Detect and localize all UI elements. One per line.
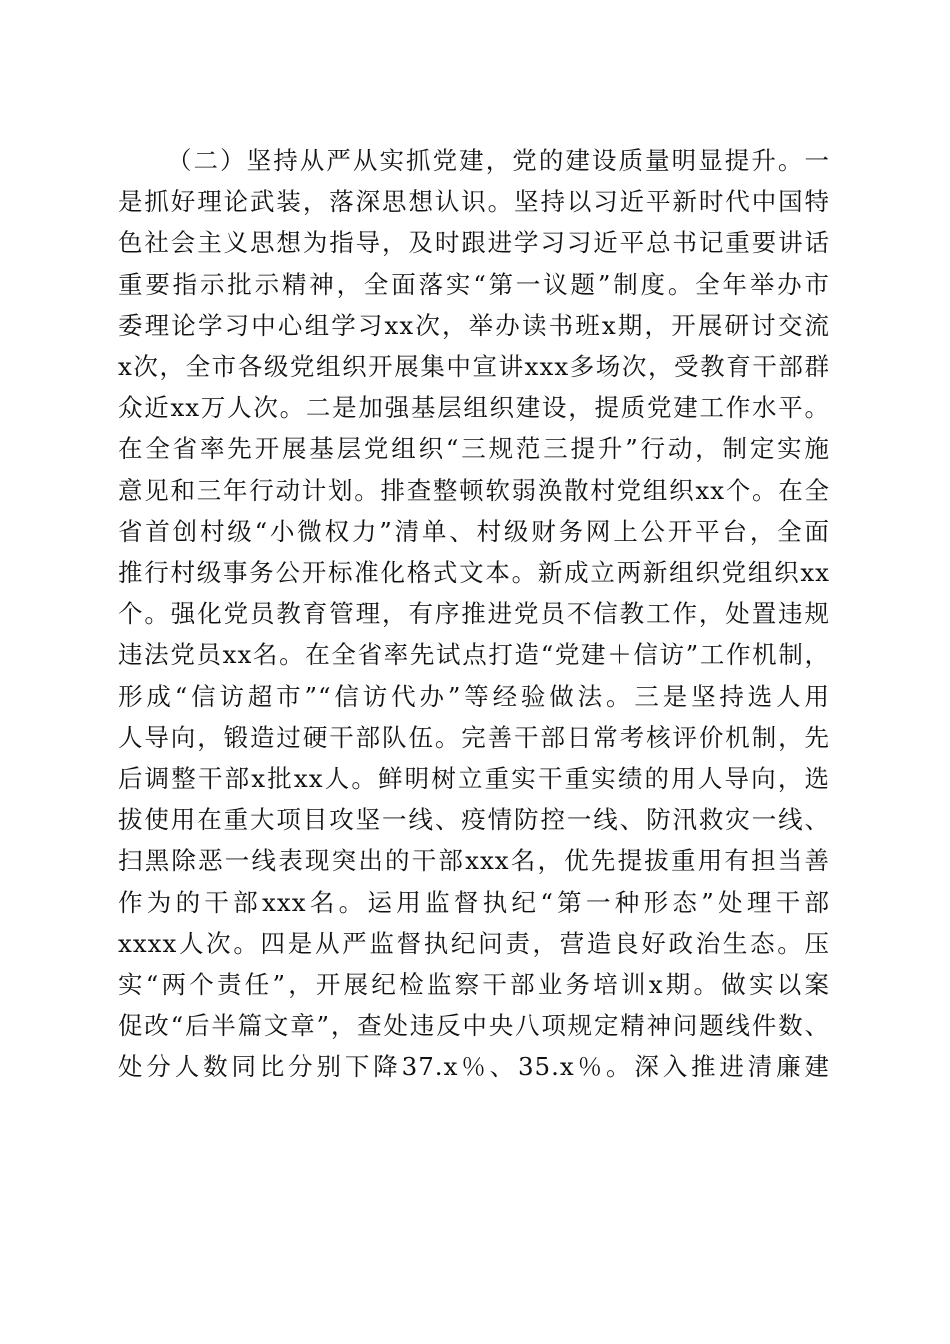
text-line: 省首创村级“小微权力”清单、村级财务网上公开平台，全面 — [118, 516, 830, 546]
text-line: 拔使用在重大项目攻坚一线、疫情防控一线、防汛救灾一线、 — [118, 805, 830, 835]
text-line: 是抓好理论武装，落深思想认识。坚持以习近平新时代中国特 — [118, 187, 830, 217]
text-line: 委理论学习中心组学习xx次，举办读书班x期，开展研讨交流 — [118, 310, 830, 340]
text-line: （二）坚持从严从实抓党建，党的建设质量明显提升。一 — [167, 146, 830, 175]
text-line: 众近xx万人次。二是加强基层组织建设，提质党建工作水平。 — [118, 393, 830, 423]
text-line: 促改“后半篇文章”，查处违反中央八项规定精神问题线件数、 — [118, 1011, 830, 1041]
text-line: 推行村级事务公开标准化格式文本。新成立两新组织党组织xx — [118, 558, 830, 588]
text-line: 在全省率先开展基层党组织“三规范三提升”行动，制定实施 — [118, 434, 830, 464]
text-line: xxxx人次。四是从严监督执纪问责，营造良好政治生态。压 — [118, 928, 830, 958]
text-line: 违法党员xx名。在全省率先试点打造“党建＋信访”工作机制， — [118, 640, 830, 670]
text-line: 人导向，锻造过硬干部队伍。完善干部日常考核评价机制，先 — [118, 722, 830, 752]
text-line: 形成“信访超市”“信访代办”等经验做法。三是坚持选人用 — [118, 681, 830, 711]
text-line: 重要指示批示精神，全面落实“第一议题”制度。全年举办市 — [118, 269, 830, 299]
text-line: 作为的干部xxx名。运用监督执纪“第一种形态”处理干部 — [118, 887, 830, 917]
text-line: 个。强化党员教育管理，有序推进党员不信教工作，处置违规 — [118, 599, 830, 629]
text-line: 扫黑除恶一线表现突出的干部xxx名，优先提拔重用有担当善 — [118, 846, 830, 876]
text-line: x次，全市各级党组织开展集中宣讲xxx多场次，受教育干部群 — [118, 352, 830, 382]
text-line: 意见和三年行动计划。排查整顿软弱涣散村党组织xx个。在全 — [118, 475, 830, 505]
text-line: 实“两个责任”，开展纪检监察干部业务培训x期。做实以案 — [118, 970, 830, 1000]
text-line: 处分人数同比分别下降37.x％、35.x％。深入推进清廉建 — [118, 1052, 830, 1082]
text-line: 后调整干部x批xx人。鲜明树立重实干重实绩的用人导向，选 — [118, 764, 830, 794]
text-line: 色社会主义思想为指导，及时跟进学习习近平总书记重要讲话 — [118, 228, 830, 258]
body-paragraph — [118, 140, 830, 1088]
